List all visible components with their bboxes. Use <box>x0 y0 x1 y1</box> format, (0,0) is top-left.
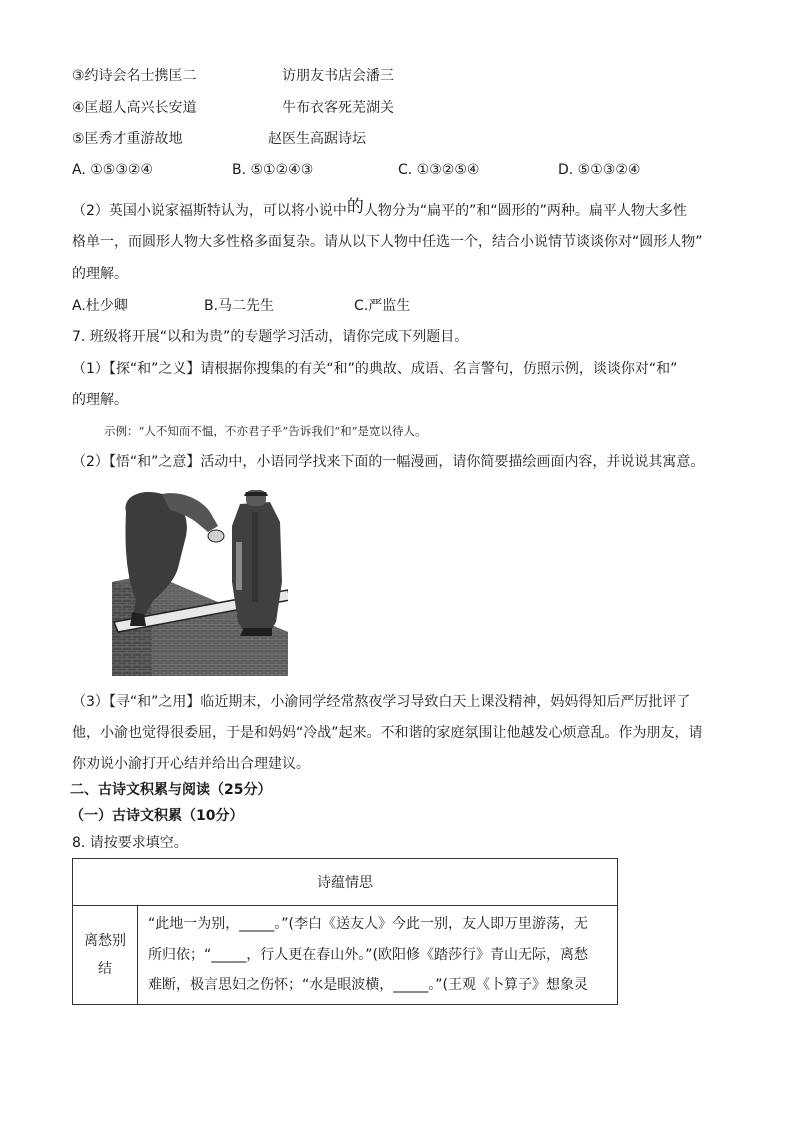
row-content-line3: 难断，极言思妇之伤怀；“水是眼波横，_____。”(王观《卜算子》想象灵 <box>148 977 588 993</box>
table-header: 诗蕴情思 <box>73 859 618 906</box>
q7-1-line2: 的理解。 <box>72 392 128 408</box>
q6-2-line3: 的理解。 <box>72 266 128 282</box>
q7-1-example: 示例：“人不知而不愠，不亦君子乎”告诉我们“和”是宽以待人。 <box>104 424 427 438</box>
row-label-line1: 离愁别 <box>84 932 126 949</box>
q7-3-line3: 你劝说小渝打开心结并给出合理建议。 <box>72 756 310 772</box>
choice-c: C. ①③②⑤④ <box>398 162 480 178</box>
q7-2: （2）【悟“和”之意】活动中，小语同学找来下面的一幅漫画，请你简要描绘画面内容，并说说其寓意。 <box>72 454 705 470</box>
q7-title: 7. 班级将开展“以和为贵”的专题学习活动，请你完成下列题目。 <box>72 329 469 345</box>
poem-table <box>72 858 618 1005</box>
q6-2-line2: 格单一，而圆形人物大多性格多面复杂。请从以下人物中任选一个，结合小说情节谈谈你对“圆形人物” <box>72 234 703 250</box>
person-b: B.马二先生 <box>204 298 275 314</box>
row-content-line1: “此地一为别，_____。”(李白《送友人》今此一别，友人即万里游荡，无 <box>148 916 588 932</box>
option-line-4-left: ④匡超人高兴长安道 <box>72 100 197 116</box>
q7-3-line2: 他，小渝也觉得很委屈，于是和妈妈“冷战”起来。不和谐的家庭氛围让他越发心烦意乱。作为朋友，请 <box>72 725 703 741</box>
row-label <box>73 906 138 1005</box>
q7-1-line1: （1）【探“和”之义】请根据你搜集的有关“和”的典故、成语、名言警句，仿照示例，谈谈你对“和” <box>72 361 678 377</box>
q6-2-line1-de: 的 <box>346 197 364 217</box>
option-line-3-right: 访朋友书店会潘三 <box>282 68 394 84</box>
option-line-3-left: ③约诗会名士携匡二 <box>72 68 197 84</box>
q6-2-line1-b: 人物分为“扁平的”和“圆形的”两种。扁平人物大多性 <box>363 203 687 219</box>
q7-3-line1: （3）【寻“和”之用】临近期末，小渝同学经常熬夜学习导致白天上课没精神，妈妈得知后严厉批评了 <box>72 694 691 710</box>
section2-sub1: （一）古诗文积累（10分） <box>70 808 244 824</box>
section2-title: 二、古诗文积累与阅读（25分） <box>70 782 272 798</box>
choice-a: A. ①⑤③②④ <box>72 162 153 178</box>
q6-2-line1 <box>72 197 687 221</box>
choice-b: B. ⑤①②④③ <box>232 162 314 178</box>
cartoon-image <box>112 482 288 676</box>
row-content-line2: 所归依；“_____，行人更在春山外。”(欧阳修《踏莎行》青山无际，离愁 <box>148 946 588 963</box>
option-line-4-right: 牛布衣客死芜湖关 <box>282 100 394 116</box>
q8-title: 8. 请按要求填空。 <box>72 835 188 851</box>
q6-2-line1-a: （2）英国小说家福斯特认为，可以将小说中 <box>72 203 347 219</box>
person-c: C.严监生 <box>354 298 411 314</box>
option-line-5-right: 赵医生高踞诗坛 <box>268 131 366 147</box>
row-content <box>138 906 618 1005</box>
choice-d: D. ⑤①③②④ <box>558 162 641 178</box>
person-a: A.杜少卿 <box>72 298 128 314</box>
option-line-5-left: ⑤匡秀才重游故地 <box>72 131 183 147</box>
row-label-line2: 结 <box>98 960 112 977</box>
